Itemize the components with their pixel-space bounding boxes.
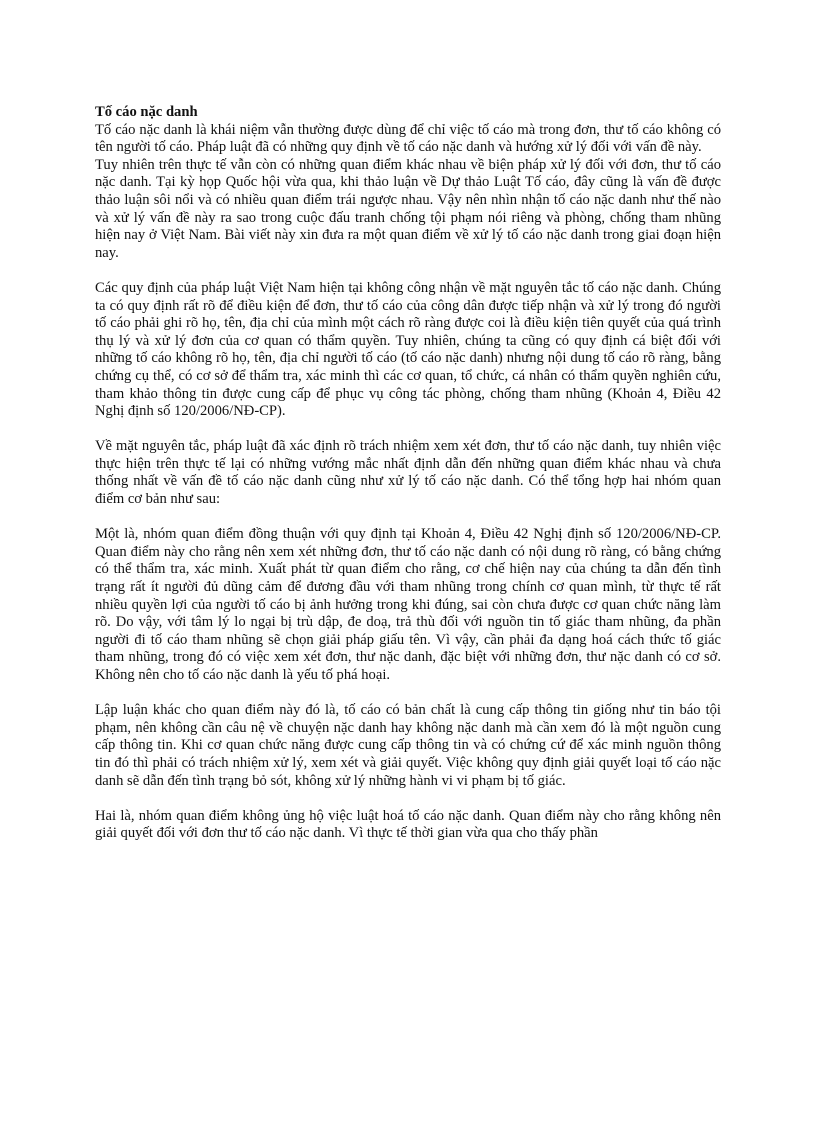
paragraph-view-one: Một là, nhóm quan điểm đồng thuận với quy định tại Khoản 4, Điều 42 Nghị định số 120/2006/NĐ-CP. Quan điểm này cho rằng nên xem xét những đơn, thư tố cáo nặc danh có nội dung rõ ràng, có bằng chứng có thể thẩm tra, xác minh. Xuất phát từ quan điểm cho rằng, cơ chế hiện nay của chúng ta dẫn đến tình trạng rất ít người đủ dũng cảm để đương đầu với tham nhũng trong chính cơ quan mình, từ thực tế rất nhiều quyền lợi của người tố cáo bị ảnh hưởng trong khi đúng, sai còn chưa được cơ quan chức năng làm rõ. Do vậy, với tâm lý lo ngại bị trù dập, đe doạ, trả thù đối với nguồn tin tố giác tham nhũng, đa phần người đi tố cáo tham nhũng sẽ chọn giải pháp giấu tên. Vì vậy, cần phải đa dạng hoá cách thức tố giác tham nhũng, trong đó có việc xem xét đơn, thư nặc danh, đặc biệt với những đơn, thư nặc danh có cơ sở. Không nên cho tố cáo nặc danh là yếu tố phá hoại. — [95, 526, 721, 683]
paragraph-principle: Về mặt nguyên tắc, pháp luật đã xác định rõ trách nhiệm xem xét đơn, thư tố cáo nặc danh, tuy nhiên việc thực hiện trên thực tế lại có những vướng mắc nhất định dẫn đến những quan điểm khác nhau và chưa thống nhất về vấn đề tố cáo nặc danh cũng như xử lý tố cáo nặc danh. Có thể tổng hợp hai nhóm quan điểm cơ bản như sau: — [95, 438, 721, 508]
paragraph-view-two: Hai là, nhóm quan điểm không ủng hộ việc luật hoá tố cáo nặc danh. Quan điểm này cho rằng không nên giải quyết đối với đơn thư tố cáo nặc danh. Vì thực tế thời gian vừa qua cho thấy phần — [95, 807, 721, 842]
document-title: Tố cáo nặc danh — [95, 104, 198, 120]
paragraph-argument: Lập luận khác cho quan điểm này đó là, tố cáo có bản chất là cung cấp thông tin giống như tin báo tội phạm, nên không cần câu nệ về chuyện nặc danh hay không nặc danh mà cần xem đó là một nguồn cung cấp thông tin. Khi cơ quan chức năng được cung cấp thông tin và có chứng cứ để xác minh nguồn thông tin đó thì phải có trách nhiệm xử lý, xem xét và giải quyết. Việc không quy định giải quyết loại tố cáo nặc danh sẽ dẫn đến tình trạng bỏ sót, không xử lý những hành vi vi phạm bị tố giác. — [95, 702, 721, 789]
paragraph-context: Tuy nhiên trên thực tế vẫn còn có những quan điểm khác nhau về biện pháp xử lý đối với đơn, thư tố cáo nặc danh. Tại kỳ họp Quốc hội vừa qua, khi thảo luận về Dự thảo Luật Tố cáo, đây cũng là vấn đề được thảo luận sôi nổi và có nhiều quan điểm trái ngược nhau. Vậy nên nhìn nhận tố cáo nặc danh như thế nào và xử lý vấn đề này ra sao trong cuộc đấu tranh chống tội phạm nói riêng và phòng, chống tham nhũng hiện nay ở Việt Nam. Bài viết này xin đưa ra một quan điểm về xử lý tố cáo nặc danh trong giai đoạn hiện nay. — [95, 156, 721, 261]
document-page — [95, 104, 721, 843]
paragraph-legal-rules: Các quy định của pháp luật Việt Nam hiện tại không công nhận về mặt nguyên tắc tố cáo nặc danh. Chúng ta có quy định rất rõ để điều kiện để đơn, thư tố cáo của công dân được tiếp nhận và xử lý trong đó người tố cáo phải ghi rõ họ, tên, địa chỉ của mình một cách rõ ràng được coi là điều kiện tiên quyết của quá trình thụ lý và xử lý đơn của cơ quan có thẩm quyền. Tuy nhiên, chúng ta cũng có quy định cá biệt đối với những tố cáo không rõ họ, tên, địa chỉ người tố cáo (tố cáo nặc danh) nhưng nội dung tố cáo rõ ràng, bằng chứng cụ thể, có cơ sở để thẩm tra, xác minh thì các cơ quan, tổ chức, cá nhân có thẩm quyền nghiên cứu, tham khảo thông tin được cung cấp để phục vụ công tác phòng, chống tham nhũng (Khoản 4, Điều 42 Nghị định số 120/2006/NĐ-CP). — [95, 279, 721, 420]
paragraph-intro: Tố cáo nặc danh là khái niệm vẫn thường được dùng để chỉ việc tố cáo mà trong đơn, thư tố cáo không có tên người tố cáo. Pháp luật đã có những quy định về tố cáo nặc danh và hướng xử lý đối với vấn đề này. — [95, 121, 721, 156]
